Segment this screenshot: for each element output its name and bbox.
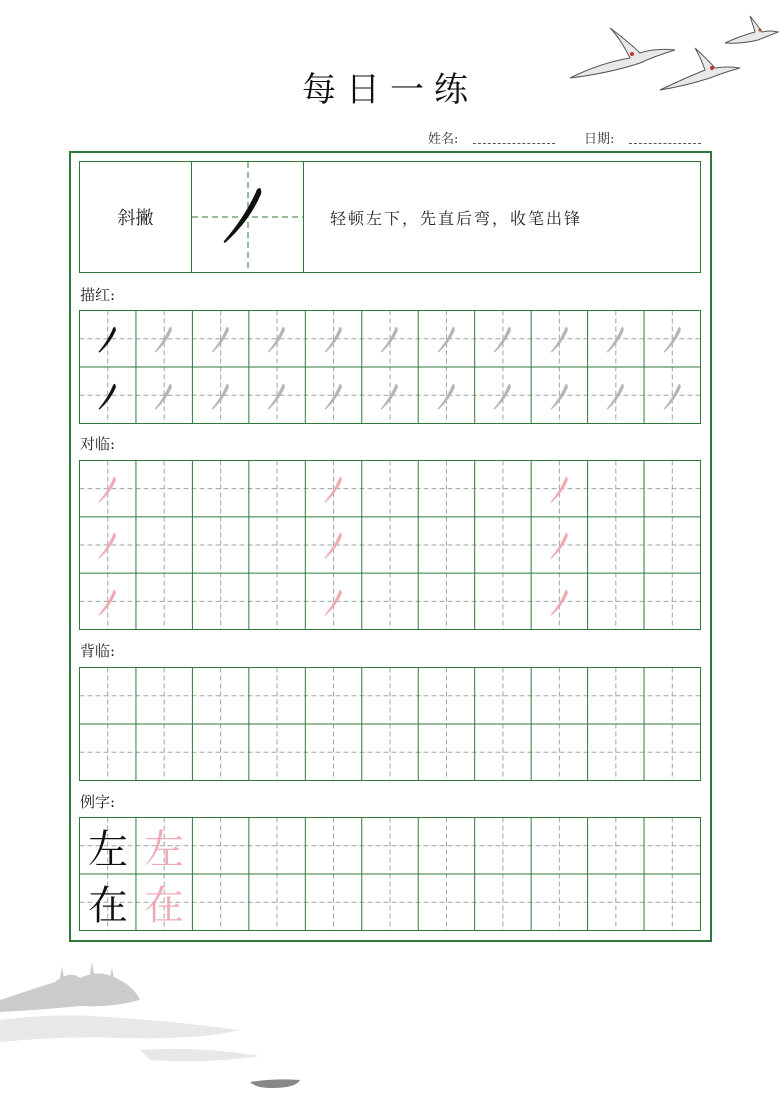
name-label: 姓名: [428, 132, 459, 147]
landscape-illustration [0, 960, 360, 1104]
stroke-trace [193, 368, 249, 424]
stroke-trace [136, 368, 192, 424]
stroke-trace [306, 311, 362, 367]
copy-grid[interactable] [79, 460, 701, 631]
date-label: 日期: [584, 132, 615, 147]
stroke-copy-guide [532, 461, 588, 517]
stroke-copy-guide [532, 517, 588, 573]
stroke-trace [362, 311, 418, 367]
stroke-trace [249, 368, 305, 424]
stroke-trace [588, 311, 644, 367]
stroke-demo-glyph [224, 188, 262, 243]
stroke-copy-guide [80, 517, 136, 573]
stroke-demo-cell [192, 162, 304, 272]
example-trace-char-2[interactable]: 在 [144, 882, 184, 929]
stroke-copy-guide [306, 574, 362, 630]
stroke-description: 轻顿左下，先直后弯，收笔出锋 [330, 208, 583, 228]
name-field[interactable] [428, 128, 555, 147]
stroke-copy-guide [306, 461, 362, 517]
trace-section-label: 描红: [80, 286, 116, 304]
stroke-sample [80, 368, 136, 424]
date-field[interactable] [584, 128, 701, 147]
stroke-copy-guide [80, 574, 136, 630]
crane-illustration [560, 8, 780, 98]
stroke-trace [419, 311, 475, 367]
grid-lines [79, 460, 701, 630]
stroke-trace [193, 311, 249, 367]
example-char-1: 左 [88, 826, 128, 873]
stroke-trace [306, 368, 362, 424]
stroke-trace [588, 368, 644, 424]
copy-section-label: 对临: [80, 435, 116, 453]
stroke-trace [362, 368, 418, 424]
example-char-2: 在 [88, 882, 128, 929]
stroke-trace [249, 311, 305, 367]
recall-section-label: 背临: [80, 642, 116, 660]
stroke-name: 斜撇 [80, 162, 192, 272]
recall-grid[interactable] [79, 667, 701, 780]
example-trace-char-1[interactable]: 左 [144, 826, 184, 873]
stroke-trace [136, 311, 192, 367]
date-blank[interactable] [629, 135, 701, 144]
stroke-header [79, 161, 701, 273]
name-blank[interactable] [473, 135, 555, 144]
examples-grid[interactable] [79, 817, 701, 930]
stroke-trace [532, 368, 588, 424]
stroke-trace [419, 368, 475, 424]
stroke-trace [645, 311, 701, 367]
stroke-trace [475, 311, 531, 367]
trace-grid[interactable] [79, 310, 701, 423]
grid-lines [79, 667, 701, 781]
stroke-sample [80, 311, 136, 367]
stroke-copy-guide [532, 574, 588, 630]
examples-section-label: 例字: [80, 793, 116, 811]
stroke-copy-guide [306, 517, 362, 573]
stroke-copy-guide [80, 461, 136, 517]
stroke-trace [475, 368, 531, 424]
stroke-trace [532, 311, 588, 367]
stroke-trace [645, 368, 701, 424]
page-title: 每日一练 [302, 70, 478, 110]
